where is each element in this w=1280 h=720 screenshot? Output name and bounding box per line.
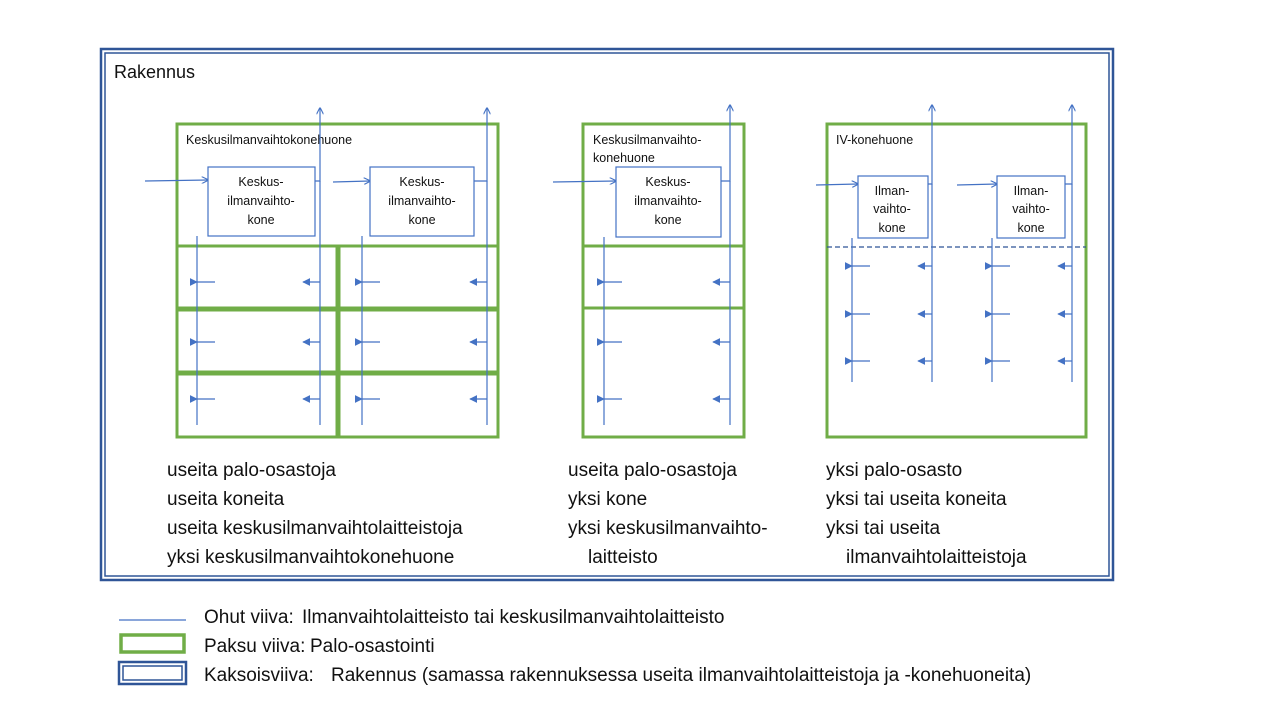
d2-inlet xyxy=(553,181,616,182)
d1-caption-line3: useita keskusilmanvaihtolaitteistoja xyxy=(167,518,463,539)
d1-compartment xyxy=(177,246,337,308)
d1-unit-left-line3: kone xyxy=(247,213,275,227)
d3-unit-right-line1: Ilman- xyxy=(1013,184,1049,198)
d3-inlet-left xyxy=(816,184,858,185)
d1-inlet-left xyxy=(145,180,208,181)
diagram-2 xyxy=(553,105,768,568)
legend-double-label: Kaksoisviiva: xyxy=(204,665,314,686)
d1-unit-left-line2: ilmanvaihto- xyxy=(227,194,295,208)
building-label: Rakennus xyxy=(114,62,196,82)
d1-compartment xyxy=(339,246,498,308)
d3-unit-left-line3: kone xyxy=(878,221,906,235)
d1-inlet-right xyxy=(333,181,370,182)
d1-compartment xyxy=(339,374,498,437)
d2-room-label-line1: Keskusilmanvaihto- xyxy=(593,133,702,147)
d3-caption-line3: yksi tai useita xyxy=(826,518,941,539)
d2-room-label-line2: konehuone xyxy=(593,151,655,165)
d3-exhaust-left xyxy=(928,105,932,184)
d3-compartment xyxy=(827,124,1086,437)
legend-double-desc: Rakennus (samassa rakennuksessa useita ilmanvaihtolaitteistoja ja -konehuoneita) xyxy=(331,665,1032,686)
d2-unit-line2: ilmanvaihto- xyxy=(634,194,702,208)
d1-unit-left-line1: Keskus- xyxy=(238,175,284,189)
d3-room-label: IV-konehuone xyxy=(836,133,914,147)
d2-exhaust xyxy=(721,105,730,181)
legend xyxy=(119,607,1031,686)
legend-thick-desc: Palo-osastointi xyxy=(310,636,435,657)
d3-unit-right-line2: vaihto- xyxy=(1012,202,1050,216)
d1-room-label: Keskusilmanvaihtokonehuone xyxy=(186,133,353,147)
d3-exhaust-right xyxy=(1065,105,1072,184)
d1-caption-line4: yksi keskusilmanvaihtokonehuone xyxy=(167,547,455,568)
d2-caption-line2: yksi kone xyxy=(568,489,648,510)
d2-compartment xyxy=(583,246,744,308)
d1-exhaust-right xyxy=(474,108,487,181)
d1-caption-line1: useita palo-osastoja xyxy=(167,460,336,481)
d2-compartment xyxy=(583,308,744,437)
d1-compartment xyxy=(339,310,498,372)
d1-compartment xyxy=(177,310,337,372)
d3-caption-line2: yksi tai useita koneita xyxy=(826,489,1007,510)
diagram-1 xyxy=(145,108,498,568)
d3-unit-left-line1: Ilman- xyxy=(874,184,910,198)
d3-caption-line4: ilmanvaihtolaitteistoja xyxy=(846,547,1027,568)
legend-thin-label: Ohut viiva: xyxy=(204,607,294,628)
legend-thick-line-swatch xyxy=(121,635,184,652)
legend-thin-desc: Ilmanvaihtolaitteisto tai keskusilmanvaihtolaitteisto xyxy=(302,607,725,628)
d2-unit-line1: Keskus- xyxy=(645,175,691,189)
d3-unit-left-line2: vaihto- xyxy=(873,202,911,216)
d3-caption-line1: yksi palo-osasto xyxy=(826,460,963,481)
d2-caption-line1: useita palo-osastoja xyxy=(568,460,737,481)
d1-unit-right-line2: ilmanvaihto- xyxy=(388,194,456,208)
legend-thick-label: Paksu viiva: xyxy=(204,636,306,657)
d2-unit-line3: kone xyxy=(654,213,682,227)
d1-unit-right-line3: kone xyxy=(408,213,436,227)
d1-compartment xyxy=(177,374,337,437)
d2-caption-line3: yksi keskusilmanvaihto- xyxy=(568,518,768,539)
legend-double-line-swatch-inner xyxy=(123,666,182,680)
d1-caption-line2: useita koneita xyxy=(167,489,285,510)
d3-unit-right-line3: kone xyxy=(1017,221,1045,235)
d1-unit-right-line1: Keskus- xyxy=(399,175,445,189)
d3-inlet-right xyxy=(957,184,997,185)
d2-caption-line4: laitteisto xyxy=(588,547,658,568)
diagram-3 xyxy=(816,105,1086,568)
